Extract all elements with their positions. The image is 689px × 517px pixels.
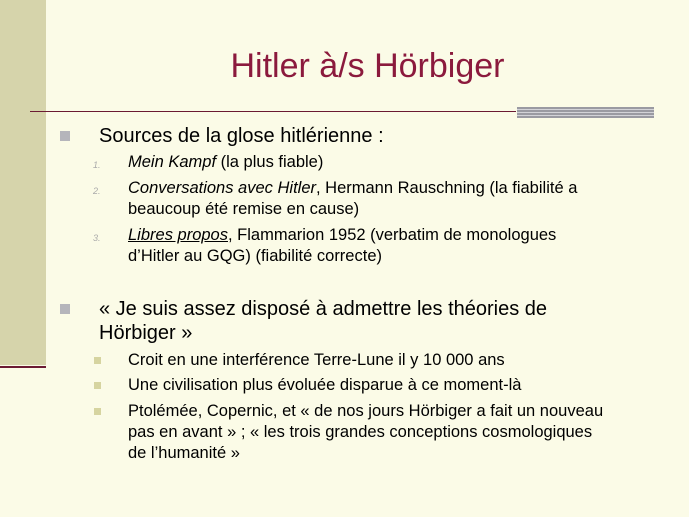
section1-heading: Sources de la glose hitlérienne : (99, 125, 384, 147)
list-number: 2. (93, 186, 101, 196)
list-item-line1: Ptolémée, Copernic, et « de nos jours Hörbiger a fait un nouveau (128, 402, 604, 420)
list-number: 1. (93, 160, 101, 170)
section2-heading-line2: Hörbiger » (99, 322, 193, 344)
square-bullet-icon (94, 357, 101, 364)
list-item-line3: de l’humanité » (128, 444, 240, 462)
list-item (128, 401, 683, 464)
square-bullet-icon (60, 304, 70, 314)
title-divider (30, 111, 516, 112)
list-item-text: , Flammarion 1952 (verbatim de monologues (227, 226, 557, 244)
list-item: Croit en une interférence Terre-Lune il y 10 000 ans (128, 351, 505, 369)
square-bullet-icon (94, 408, 101, 415)
list-item-text: , Hermann Rauschning (la fiabilité a (316, 179, 578, 197)
square-bullet-icon (94, 382, 101, 389)
list-number: 3. (93, 233, 101, 243)
book-title: Mein Kampf (128, 153, 217, 171)
title-accent-bar (517, 107, 654, 118)
book-title: Libres propos (128, 226, 228, 244)
square-bullet-icon (60, 131, 70, 141)
book-title: Conversations avec Hitler (128, 179, 316, 197)
section2-heading (99, 297, 679, 345)
section2-heading-line1: « Je suis assez disposé à admettre les théories de (99, 298, 548, 320)
list-item-line2: pas en avant » ; « les trois grandes conceptions cosmologiques (128, 423, 593, 441)
list-item (128, 225, 683, 267)
sidebar-accent-line (0, 366, 46, 368)
list-item: Une civilisation plus évoluée disparue à ce moment-là (128, 376, 522, 394)
list-item-text: (la plus fiable) (216, 153, 324, 171)
list-item-text-continued: beaucoup été remise en cause) (128, 200, 360, 218)
sidebar-decoration (0, 0, 46, 365)
list-item (128, 178, 683, 220)
slide-title: Hitler à/s Hörbiger (230, 47, 505, 85)
list-item-text-continued: d’Hitler au GQG) (fiabilité correcte) (128, 247, 382, 265)
list-item (128, 152, 683, 173)
